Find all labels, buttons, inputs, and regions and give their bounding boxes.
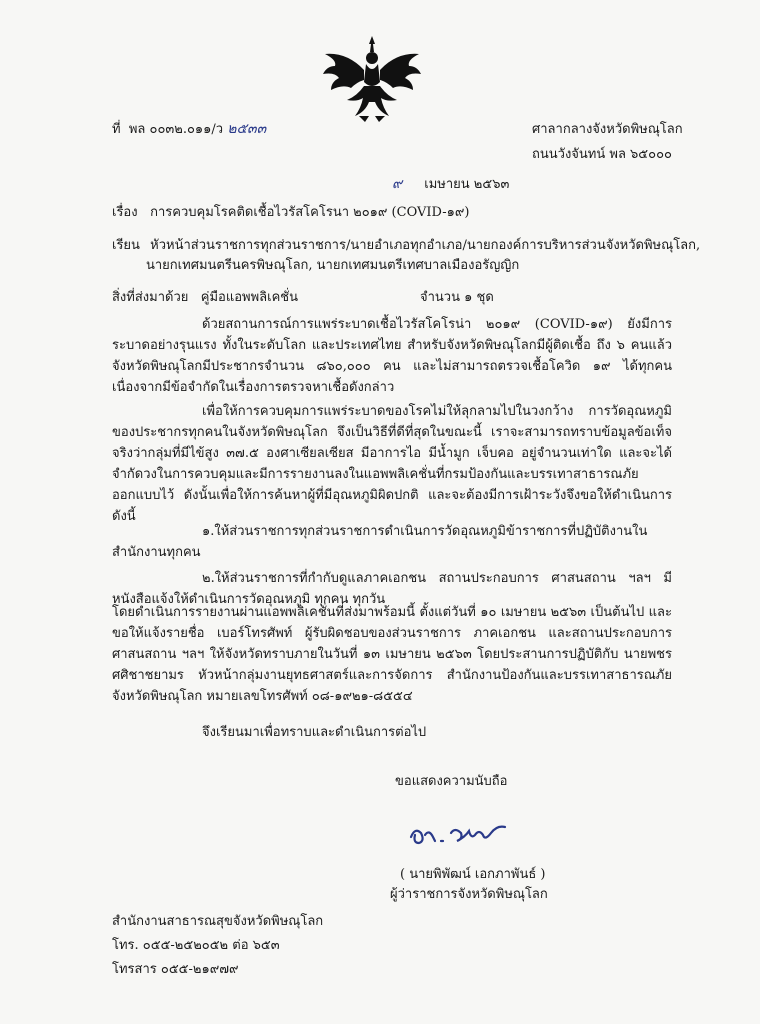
footer-telephone: โทร. ๐๕๕-๒๕๒๐๕๒ ต่อ ๖๕๓	[112, 938, 280, 953]
body-paragraph-2-text: เพื่อให้การควบคุมการแพร่ระบาดของโรคไม่ให้ลุกลามไปในวงกว้าง การวัดอุณหภูมิของประชากรทุกคนในจังหวัดพิษณุโลก จึงเป็นวิธีที่ดีที่สุดในขณะนี้ เราจะสามารถทราบข้อมูลข้อเท็จจริงว่ากลุ่มที่มีไข้สูง ๓๗.๕ องศาเซียลเซียส มีอาการไอ มีน้ำมูก เจ็บคอ อยู่จำนวนเท่าใด และจะได้จำกัดวงในการควบคุมและมีการรายงานลงในแอพพลิเคชั่นที่กรมป้องกันและบรรเทาสาธารณภัย ออกแบบไว้ ดังนั้นเพื่อให้การค้นหาผู้ที่มีอุณหภูมิผิดปกติ และจะต้องมีการเฝ้าระวังจึงขอให้ดำเนินการดังนี้	[112, 404, 672, 524]
body-closing-request-text: จึงเรียนมาเพื่อทราบและดำเนินการต่อไป	[202, 725, 427, 740]
subject-text: การควบคุมโรคติดเชื้อไวรัสโคโรนา ๒๐๑๙ (COVID-๑๙)	[150, 205, 470, 220]
signatory-name: ( นายพิพัฒน์ เอกภาพันธ์ )	[400, 867, 546, 882]
reference-number	[112, 121, 266, 138]
sender-address	[532, 121, 683, 163]
enclosure-label: สิ่งที่ส่งมาด้วย	[112, 290, 189, 305]
enclosure-quantity: จำนวน ๑ ชุด	[420, 290, 494, 305]
recipient-text-2: นายกเทศมนตรีนครพิษณุโลก, นายกเทศมนตรีเทศบาลเมืองอรัญญิก	[146, 258, 520, 273]
address-line-2: ถนนวังจันทน์ พล ๖๕๐๐๐	[532, 147, 672, 162]
body-paragraph-2	[112, 401, 672, 527]
ref-handwritten-number: ๒๕๓๓	[227, 121, 267, 137]
handwritten-signature	[405, 815, 515, 855]
recipient-text-1: หัวหน้าส่วนราชการทุกส่วนราชการ/นายอำเภอทุกอำเภอ/นายกองค์การบริหารส่วนจังหวัดพิษณุโลก,	[150, 238, 701, 253]
footer-fax: โทรสาร ๐๕๕-๒๑๙๗๙	[112, 962, 239, 977]
body-paragraph-1	[112, 314, 672, 398]
date-day-handwritten: ๙	[392, 176, 403, 192]
ref-label: ที่	[112, 122, 121, 137]
body-item-1	[112, 521, 672, 563]
body-closing-request	[112, 722, 672, 743]
body-paragraph-report-text: โดยดำเนินการรายงานผ่านแอพพลิเคชั่นที่ส่งมาพร้อมนี้ ตั้งแต่วันที่ ๑๐ เมษายน ๒๕๖๓ เป็นต้นไป และขอให้แจ้งรายชื่อ เบอร์โทรศัพท์ ผู้รับผิดชอบของส่วนราชการ ภาคเอกชน และสถานประกอบการ ศาสนสถาน ฯลฯ ให้จังหวัดทราบภายในวันที่ ๑๓ เมษายน ๒๕๖๓ โดยประสานการปฏิบัติกับ นายพชร ศศิชาชยามร หัวหน้ากลุ่มงานยุทธศาสตร์และการจัดการ สำนักงานป้องกันและบรรเทาสาธารณภัยจังหวัดพิษณุโลก หมายเลขโทรศัพท์ ๐๘-๑๙๒๑-๘๕๕๔	[112, 605, 672, 704]
subject-label: เรื่อง	[112, 205, 138, 220]
body-paragraph-1-text: ด้วยสถานการณ์การแพร่ระบาดเชื้อไวรัสโคโรน่า ๒๐๑๙ (COVID-๑๙) ยังมีการระบาดอย่างรุนแรง ทั้งในระดับโลก และประเทศไทย สำหรับจังหวัดพิษณุโลกมีผู้ติดเชื้อ ถึง ๖ คนแล้ว จังหวัดพิษณุโลกมีประชากรจำนวน ๘๖๐,๐๐๐ คน และไม่สามารถตรวจเชื้อโควิด ๑๙ ได้ทุกคน เนื่องจากมีข้อจำกัดในเรื่องการตรวจหาเชื้อดังกล่าว	[112, 317, 672, 395]
recipient-line	[112, 237, 700, 254]
enclosure-text: คู่มือแอพพลิเคชั่น	[200, 290, 298, 305]
letter-date	[392, 176, 509, 193]
address-line-1: ศาลากลางจังหวัดพิษณุโลก	[532, 122, 683, 137]
body-paragraph-report	[112, 602, 672, 707]
enclosure-line	[112, 289, 298, 306]
footer-office: สำนักงานสาธารณสุขจังหวัดพิษณุโลก	[112, 914, 324, 929]
closing-phrase: ขอแสดงความนับถือ	[395, 774, 508, 789]
signatory-position: ผู้ว่าราชการจังหวัดพิษณุโลก	[390, 887, 548, 902]
recipient-label: เรียน	[112, 238, 140, 253]
body-item-1-text: ๑.ให้ส่วนราชการทุกส่วนราชการดำเนินการวัดอุณหภูมิข้าราชการที่ปฏิบัติงานในสำนักงานทุกคน	[112, 524, 648, 560]
subject-line	[112, 204, 469, 221]
body-item-2-text: ๒.ให้ส่วนราชการที่กำกับดูแลภาคเอกชน สถานประกอบการ ศาสนสถาน ฯลฯ มีหนังสือแจ้งให้ดำเนินการวัดอุณหภูมิ ทุกคน ทุกวัน	[112, 571, 672, 607]
date-month-year: เมษายน ๒๕๖๓	[424, 177, 510, 192]
ref-prefix: พล ๐๐๓๒.๐๑๑/ว	[128, 122, 224, 137]
garuda-emblem	[317, 30, 427, 125]
